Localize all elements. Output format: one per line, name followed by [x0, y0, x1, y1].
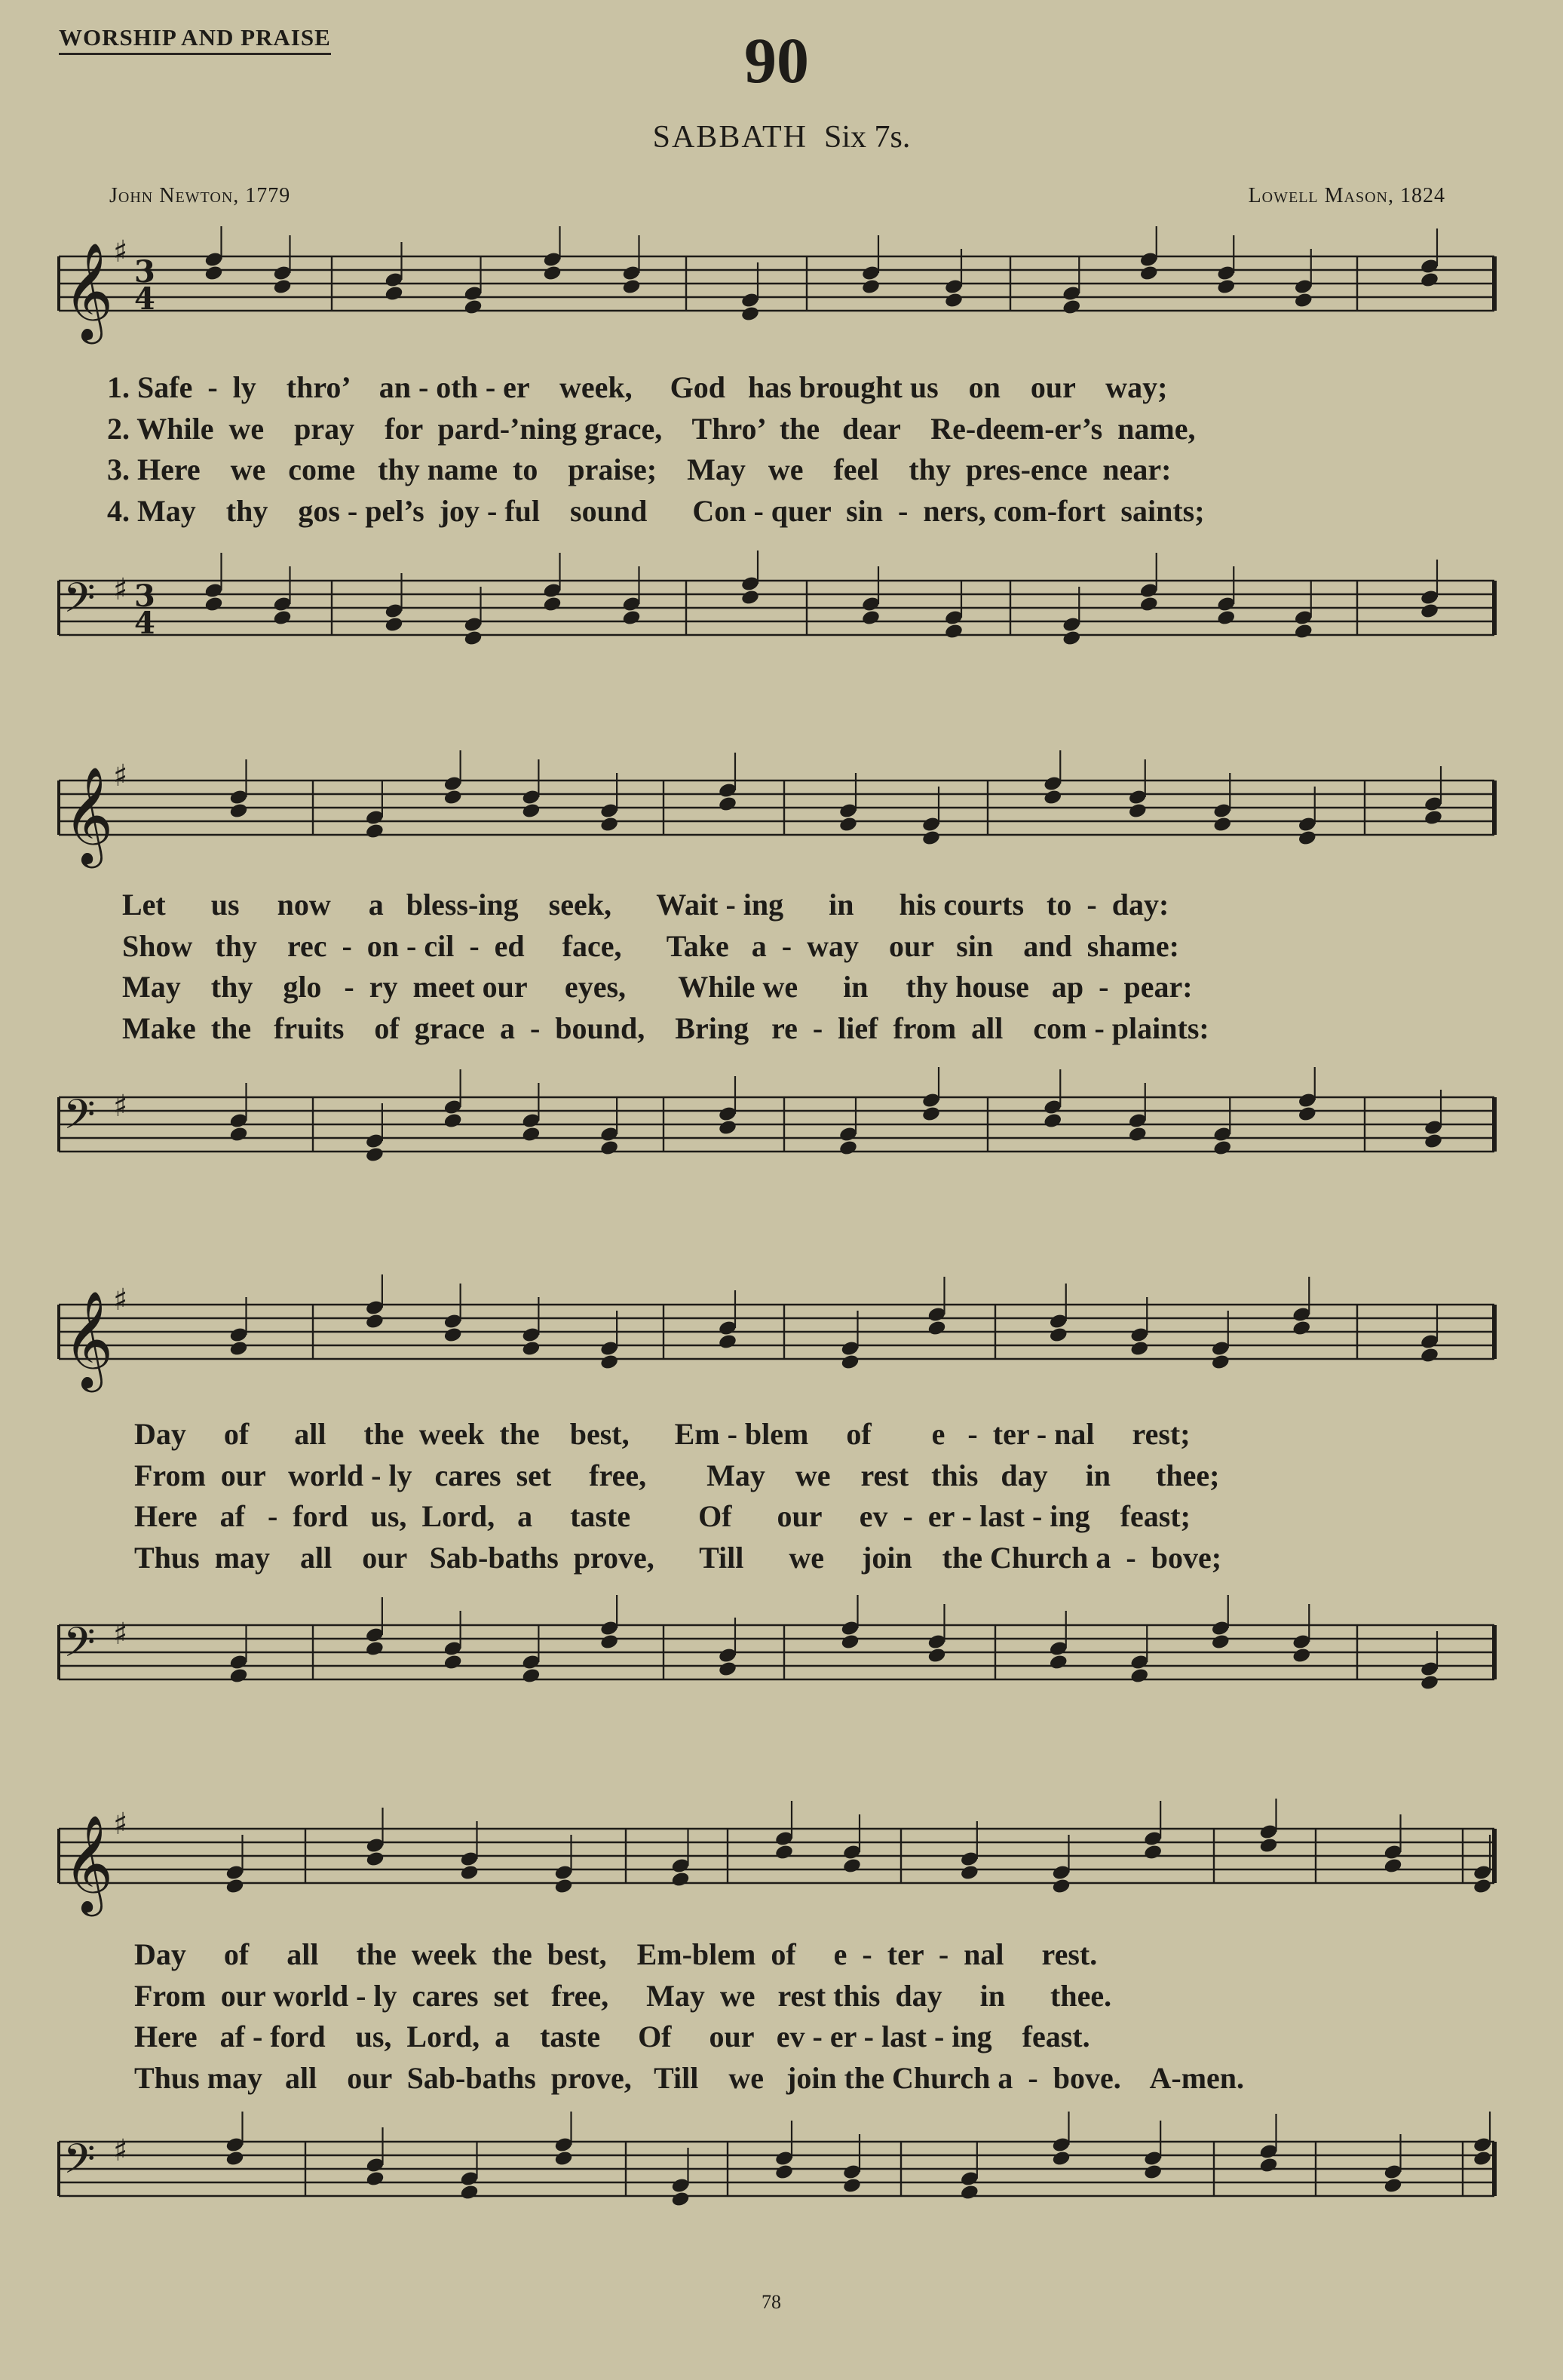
- lyric-line: Day of all the week the best, Em - blem of e - ter - nal rest;: [134, 1417, 1191, 1451]
- lyric-line: From our world - ly cares set free, May we rest this day in thee.: [134, 1979, 1112, 2013]
- treble-staff-system-4: [0, 1799, 1563, 1919]
- bass-staff-system-2: [0, 1067, 1563, 1203]
- treble-clef-icon: 𝄞: [63, 1290, 114, 1388]
- treble-staff-system-3: [0, 1274, 1563, 1395]
- lyric-line: Here af - ford us, Lord, a taste Of our ev - er - last - ing feast;: [134, 1499, 1191, 1533]
- bass-staff-system-1: [0, 551, 1563, 671]
- bass-clef-icon: 𝄢: [63, 2135, 96, 2193]
- lyric-line: Make the fruits of grace a - bound, Bring re - lief from all com - plaints:: [122, 1011, 1209, 1045]
- lyric-line: Here af - ford us, Lord, a taste Of our ev - er - last - ing feast.: [134, 2020, 1090, 2053]
- treble-staff-system-1: [0, 226, 1563, 347]
- lyric-line: Day of all the week the best, Em-blem of e - ter - nal rest.: [134, 1937, 1098, 1971]
- words-credit: John Newton, 1779: [109, 184, 291, 207]
- lyric-line: 3. Here we come thy name to praise; May we feel thy pres-ence near:: [107, 452, 1172, 486]
- tune-name: SABBATH: [652, 120, 808, 155]
- bass-clef-icon: 𝄢: [63, 574, 96, 632]
- lyric-line: Thus may all our Sab-baths prove, Till we join the Church a - bove. A-men.: [134, 2061, 1245, 2095]
- svg-text:4: 4: [134, 281, 155, 317]
- lyric-line: 1. Safe - ly thro’ an - oth - er week, God has brought us on our way;: [107, 370, 1168, 404]
- bass-clef-icon: 𝄢: [63, 1618, 96, 1676]
- lyric-line: May thy glo - ry meet our eyes, While we in thy house ap - pear:: [122, 970, 1193, 1004]
- bass-clef-icon: 𝄢: [63, 1090, 96, 1149]
- lyric-line: From our world - ly cares set free, May we rest this day in thee;: [134, 1458, 1220, 1492]
- svg-text:3: 3: [134, 578, 155, 614]
- sharp-icon: ♯: [113, 1283, 128, 1318]
- lyric-line: 4. May thy gos - pel’s joy - ful sound Con - quer sin - ners, com-fort saints;: [107, 494, 1205, 528]
- treble-clef-icon: 𝄞: [63, 1814, 114, 1912]
- treble-clef-icon: 𝄞: [63, 242, 114, 340]
- sharp-icon: ♯: [113, 235, 128, 270]
- lyric-line: Let us now a bless-ing seek, Wait - ing in his courts to - day:: [122, 888, 1169, 922]
- lyric-line: Show thy rec - on - cil - ed face, Take a - way our sin and shame:: [122, 929, 1179, 963]
- hymn-number: 90: [744, 24, 809, 97]
- tune-line: [0, 119, 1563, 155]
- sharp-icon: ♯: [113, 572, 128, 608]
- bass-staff-system-4: [0, 2112, 1563, 2255]
- sharp-icon: ♯: [113, 1617, 128, 1652]
- svg-text:3: 3: [134, 254, 155, 290]
- page-number: 78: [762, 2291, 781, 2313]
- lyric-line: Thus may all our Sab-baths prove, Till we join the Church a - bove;: [134, 1541, 1222, 1575]
- sharp-icon: ♯: [113, 1089, 128, 1124]
- bass-staff-system-3: [0, 1595, 1563, 1723]
- sharp-icon: ♯: [113, 2133, 128, 2169]
- lyric-line: 2. While we pray for pard-’ning grace, Thro’ the dear Re-deem-er’s name,: [107, 412, 1196, 446]
- svg-text:4: 4: [134, 606, 155, 641]
- music-credit: Lowell Mason, 1824: [1248, 184, 1445, 207]
- sharp-icon: ♯: [113, 1807, 128, 1842]
- treble-staff-system-2: [0, 750, 1563, 879]
- treble-clef-icon: 𝄞: [63, 766, 114, 864]
- sharp-icon: ♯: [113, 759, 128, 794]
- section-title: WORSHIP AND PRAISE: [59, 24, 331, 55]
- meter: Six 7s.: [824, 120, 911, 155]
